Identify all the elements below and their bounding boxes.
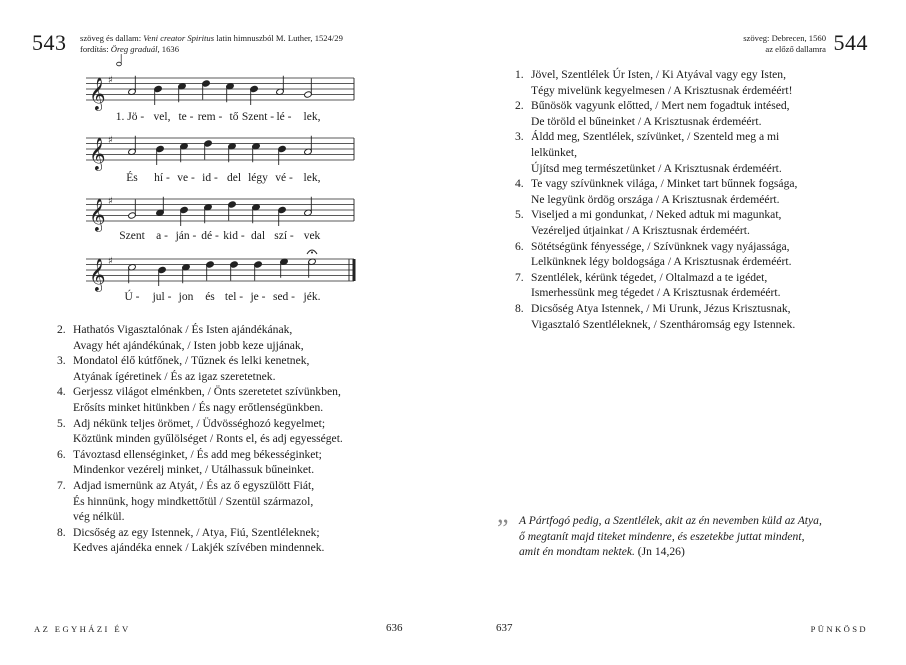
verse-line: Vezéreljed útjainkat / A Krisztusnak érdeméért.: [531, 223, 750, 237]
verse-line: Köztünk minden gyűlölséget / Ronts el, és adj egyességet.: [73, 432, 343, 446]
lyric-syllable: jon: [178, 291, 194, 303]
lyric-syllable: rem -: [197, 111, 223, 123]
music-staff: [86, 72, 356, 112]
lyric-line: [86, 111, 356, 125]
verse-text: [531, 129, 895, 176]
verse-line: Adj nékünk teljes örömet, / Üdvösséghozó kegyelmet;: [73, 416, 326, 430]
quote-reference: (Jn 14,26): [634, 545, 685, 559]
lyric-syllable: id -: [202, 172, 218, 184]
music-staff: [86, 132, 356, 172]
verse-text: [73, 353, 437, 384]
verse-number: 8.: [515, 301, 524, 315]
hymn-number: 543: [32, 30, 67, 55]
lyric-syllable: Szent -: [241, 111, 275, 123]
lyric-syllable: tő: [229, 111, 239, 123]
quote-mark-icon: ”: [497, 514, 509, 543]
lyric-line: [86, 291, 356, 305]
verse-line: Dicsőség az egy Istennek, / Atya, Fiú, Szentléleknek;: [73, 525, 320, 539]
quarter-note: [204, 140, 213, 160]
verse-line: Bűnösök vagyunk előtted, / Mert nem fogadtuk intésed,: [531, 99, 790, 113]
verse-line: Atyának ígéretinek / És az igaz szeretetnek.: [73, 369, 276, 383]
staff-svg: [86, 253, 356, 293]
verse-text: [531, 67, 895, 98]
verse-number: 6.: [57, 447, 66, 461]
verse-text: [73, 447, 437, 478]
lyric-syllable: Ú -: [124, 291, 140, 303]
verse: [57, 525, 437, 556]
quarter-note: [230, 261, 239, 281]
lyric-syllable: hí -: [154, 172, 170, 184]
lyric-syllable: szí -: [274, 230, 294, 242]
verse-line: Tégy mivelünk kegyelmesen / A Krisztusnak érdeméért!: [531, 83, 793, 97]
verse-line: Ismerhessünk meg tégedet / A Krisztusnak érdeméért.: [531, 286, 781, 300]
lyric-syllable: del: [226, 172, 242, 184]
verse-number: 3.: [515, 130, 524, 144]
verse-line: Mindenkor vezérelj minket, / Utálhassuk bűneinket.: [73, 463, 315, 477]
quarter-note: [226, 83, 235, 103]
quote-line: ő megtanít majd titeket mindenre, és eszetekbe juttat mindent,: [519, 529, 805, 543]
lyric-syllable: lek,: [303, 172, 321, 184]
verse-text: [531, 301, 895, 332]
verse: [515, 129, 895, 176]
quote-line: amit én mondtam nektek. (Jn 14,26): [519, 545, 685, 559]
verse-number: 4.: [515, 177, 524, 191]
quarter-note: [228, 143, 237, 163]
quarter-note: [156, 145, 165, 165]
verse-line: Újítsd meg természetünket / A Krisztusnak érdeméért.: [531, 161, 782, 175]
lyric-syllable: Szent: [119, 230, 145, 242]
quarter-note: [254, 261, 263, 281]
verse-number: 5.: [515, 208, 524, 222]
quarter-note: [182, 264, 191, 284]
lyric-syllable: és: [205, 291, 215, 303]
verse: [515, 301, 895, 332]
quarter-note: [204, 204, 213, 224]
quarter-note: [278, 206, 287, 226]
music-staff: [86, 193, 356, 233]
half-note: [128, 136, 137, 156]
verse-line: lelkünket,: [531, 145, 578, 159]
verse-text: [531, 176, 895, 207]
footer-title: AZ EGYHÁZI ÉV: [34, 624, 131, 634]
treble-clef-icon: 𝄞: [89, 77, 106, 110]
verse-line: Jövel, Szentlélek Úr Isten, / Ki Atyával vagy egy Isten,: [531, 68, 786, 81]
lyric-syllable: 1. Jö -: [115, 111, 145, 123]
staff-svg: [86, 132, 356, 172]
verse: [57, 447, 437, 478]
lyric-line: [86, 172, 356, 186]
half-note: [128, 200, 137, 220]
verse-number: 1.: [515, 68, 524, 81]
verse-text: [531, 98, 895, 129]
quarter-note: [154, 85, 163, 105]
verse: [515, 239, 895, 270]
quarter-note: [252, 204, 261, 224]
verse-line: Erősíts minket hitünkben / És nagy erőtlenségünkben.: [73, 400, 324, 414]
verse-list: [515, 67, 895, 332]
verse-number: 3.: [57, 354, 66, 368]
lyric-syllable: dal: [250, 230, 266, 242]
verse-line: De töröld el bűneinket / A Krisztusnak érdeméért.: [531, 114, 762, 128]
lyric-line: [86, 230, 356, 244]
verse: [515, 98, 895, 129]
lyric-syllable: sed -: [272, 291, 296, 303]
quarter-note: [252, 143, 261, 163]
verse-line: Sötétségünk fényessége, / Szívünknek vagy nyájassága,: [531, 239, 790, 253]
quarter-note: [180, 206, 189, 226]
half-note: [304, 79, 313, 99]
lyric-syllable: És: [126, 172, 138, 184]
quarter-note: [250, 85, 259, 105]
lyric-syllable: jul -: [152, 291, 172, 303]
half-note: [276, 76, 285, 96]
quarter-note: [180, 143, 189, 163]
verse: [515, 207, 895, 238]
treble-clef-icon: 𝄞: [89, 258, 106, 291]
verse: [57, 416, 437, 447]
verse-line: Áldd meg, Szentlélek, szívünket, / Szenteld meg a mi: [531, 130, 780, 144]
verse-text: [73, 322, 437, 353]
lyric-syllable: ve -: [177, 172, 195, 184]
verse-text: [531, 270, 895, 301]
music-staff: [86, 253, 356, 293]
verse: [57, 322, 437, 353]
verse-text: [73, 384, 437, 415]
verse-line: És hinnünk, hogy mindkettőtül / Szentül származol,: [73, 494, 314, 508]
treble-clef-icon: 𝄞: [89, 198, 106, 231]
lyric-syllable: a -: [156, 230, 168, 242]
verse: [57, 478, 437, 525]
verse-line: Távoztasd ellenséginket, / És add meg békességinket;: [73, 447, 322, 461]
lyric-syllable: légy: [248, 172, 268, 184]
half-note: [304, 136, 313, 156]
verse-number: 5.: [57, 416, 66, 430]
verse-line: Ne legyünk ördög országa / A Krisztusnak érdeméért.: [531, 192, 780, 206]
lyric-syllable: lek,: [303, 111, 321, 123]
lyric-syllable: dé -: [201, 230, 219, 242]
quarter-note: [156, 197, 165, 217]
verse-text: [531, 239, 895, 270]
lyric-syllable: ján -: [175, 230, 197, 242]
verse: [57, 353, 437, 384]
sharp-icon: ♯: [108, 135, 113, 146]
verse-line: Viseljed a mi gondunkat, / Neked adtuk mi magunkat,: [531, 208, 782, 222]
verse-number: 7.: [515, 270, 524, 284]
verse-line: Avagy hét ajándékúnak, / Isten jobb keze ujjának,: [73, 338, 304, 352]
verse-line: Szentlélek, kérünk tégedet, / Oltalmazd a te igédet,: [531, 270, 768, 284]
footer-title: PÜNKÖSD: [810, 624, 868, 634]
verse-number: 7.: [57, 478, 66, 492]
verse-text: [531, 207, 895, 238]
page-number: 636: [386, 622, 403, 634]
page-number: 637: [496, 622, 513, 634]
lyric-syllable: lé -: [276, 111, 292, 123]
quarter-note: [158, 266, 167, 286]
staff-svg: [86, 193, 356, 233]
right-page: [453, 0, 906, 665]
quarter-note: [202, 80, 211, 100]
verse-list: [57, 322, 437, 556]
verse: [57, 384, 437, 415]
lyric-syllable: tel -: [224, 291, 244, 303]
quote-line: A Pártfogó pedig, a Szentlélek, akit az én nevemben küld az Atya,: [519, 514, 822, 527]
quarter-note: [280, 258, 289, 278]
verse-text: [73, 478, 437, 525]
scripture-quote: [497, 513, 867, 560]
verse-number: 2.: [57, 323, 66, 336]
lyric-syllable: vek: [303, 230, 321, 242]
half-note: [304, 197, 313, 217]
verse-line: Gerjessz világot elménkben, / Önts szeretetet szívünkben,: [73, 385, 341, 399]
verse-line: Te vagy szívünknek világa, / Minket tart bűnnek fogsága,: [531, 177, 798, 191]
verse-number: 6.: [515, 239, 524, 253]
verse: [515, 176, 895, 207]
quarter-note: [178, 83, 187, 103]
lyric-syllable: je -: [250, 291, 266, 303]
lyric-syllable: vel,: [153, 111, 171, 123]
lyric-syllable: kid -: [223, 230, 245, 242]
lyric-syllable: te -: [178, 111, 194, 123]
cue-note: [117, 54, 122, 66]
quarter-note: [278, 145, 287, 165]
verse-line: Dicsőség Atya Istennek, / Mi Urunk, Jézus Krisztusnak,: [531, 301, 791, 315]
half-note: [128, 264, 137, 284]
verse-text: [73, 525, 437, 556]
quarter-note: [228, 201, 237, 221]
hymn-number: 544: [833, 30, 868, 55]
verse: [515, 270, 895, 301]
verse-line: Kedves ajándéka ennek / Lakjék szívében mindennek.: [73, 541, 325, 555]
verse-number: 2.: [515, 99, 524, 113]
staff-svg: [86, 72, 356, 112]
sharp-icon: ♯: [108, 256, 113, 267]
verse-line: Adjad ismernünk az Atyát, / És az ő egyszülött Fiát,: [73, 478, 315, 492]
hymn-credit: szöveg és dallam: Veni creator Spiritus latin himnuszból M. Luther, 1524/29 fordítás: Öreg graduál, 1636: [80, 33, 343, 54]
quarter-note: [206, 261, 215, 281]
treble-clef-icon: 𝄞: [89, 137, 106, 170]
verse-line: Hathatós Vigasztalónak / És Isten ajándékának,: [73, 323, 293, 336]
sharp-icon: ♯: [108, 196, 113, 207]
half-note: [128, 76, 137, 96]
verse-number: 8.: [57, 525, 66, 539]
verse-line: Lelkünknek légy boldogsága / A Krisztusnak érdeméért.: [531, 255, 792, 269]
sharp-icon: ♯: [108, 75, 113, 86]
verse-line: Mondatol élő kútfőnek, / Tűznek és lelki kenetnek,: [73, 354, 310, 368]
half-note: [308, 258, 317, 278]
verse-line: Vigasztaló Szentléleknek, / Szentháromság egy Istennek.: [531, 317, 796, 331]
lyric-syllable: vé -: [275, 172, 293, 184]
hymn-credit: szöveg: Debrecen, 1560 az előző dallamra: [743, 33, 826, 54]
quote-text: [519, 513, 867, 560]
verse: [515, 67, 895, 98]
verse-text: [73, 416, 437, 447]
verse-number: 4.: [57, 385, 66, 399]
lyric-syllable: jék.: [303, 291, 321, 303]
fermata-dot: [311, 252, 313, 254]
verse-line: vég nélkül.: [73, 510, 125, 524]
